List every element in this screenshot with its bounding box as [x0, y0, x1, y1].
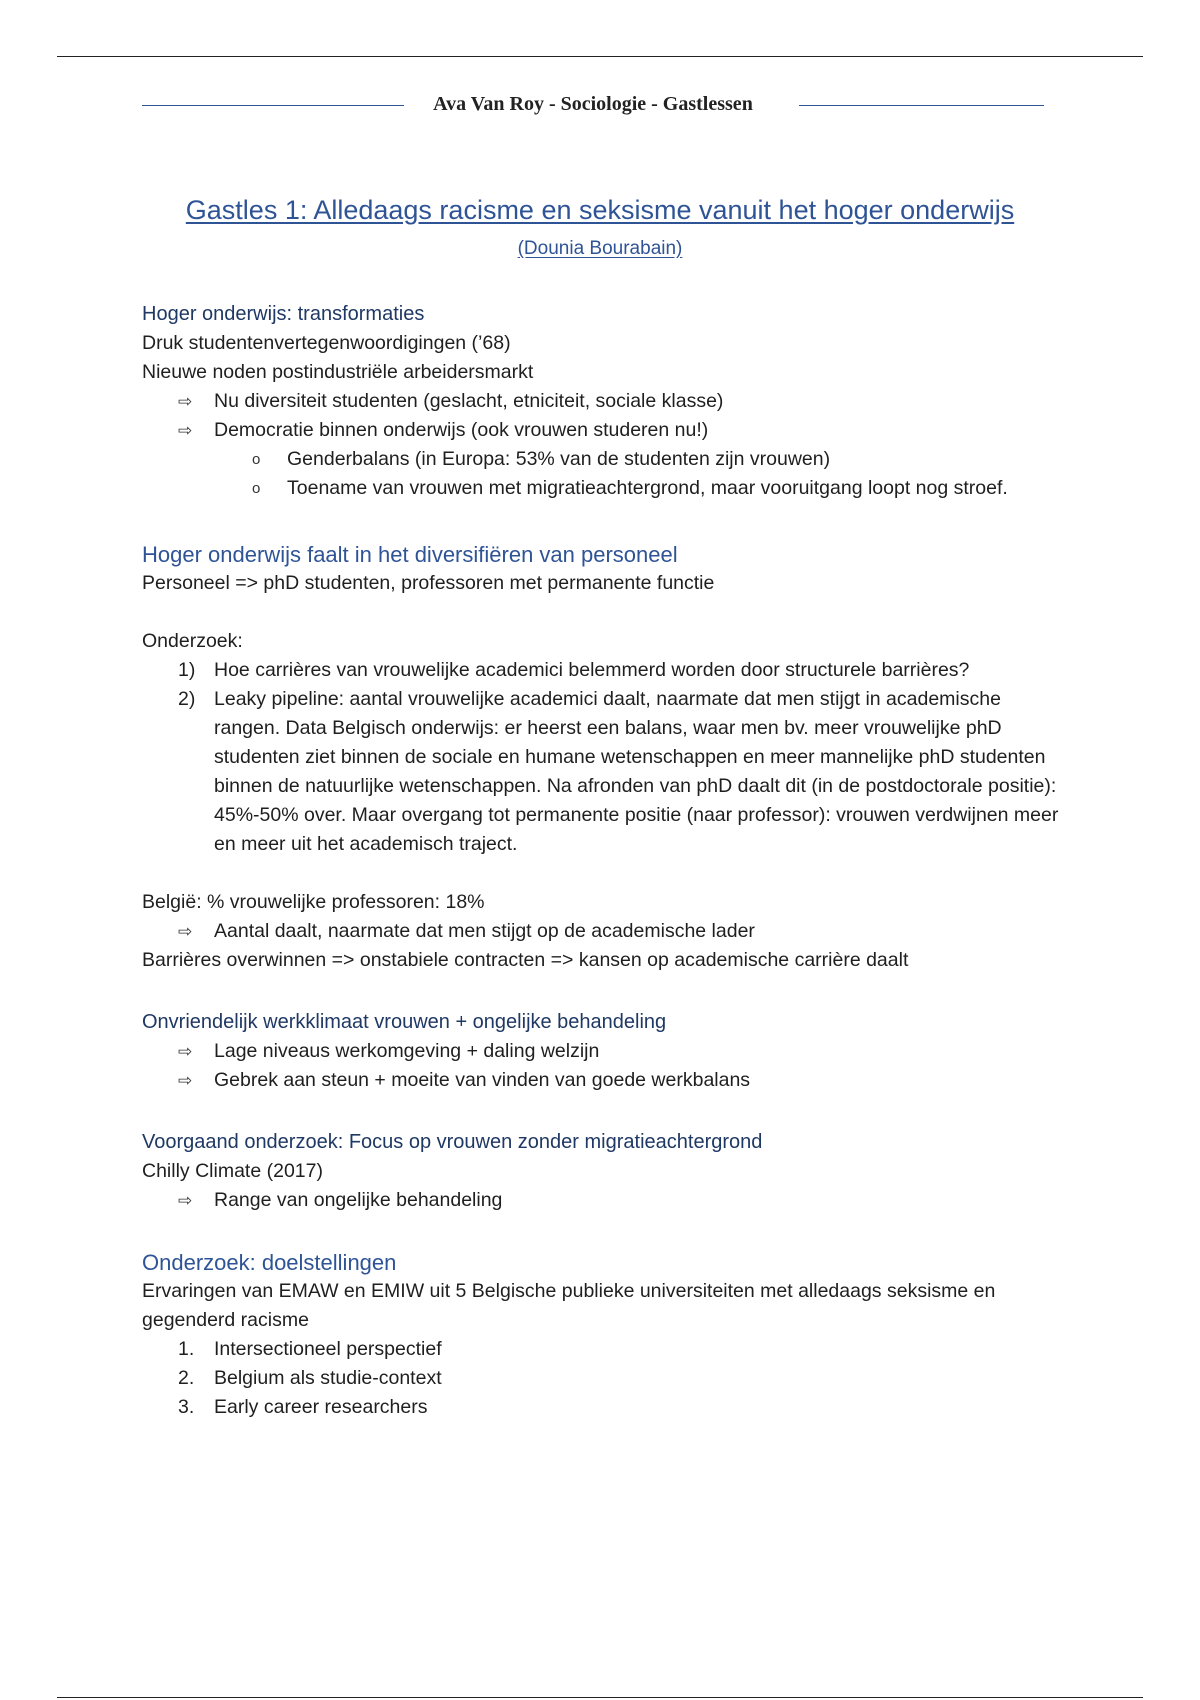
list-item-text: Leaky pipeline: aantal vrouwelijke academici daalt, naarmate dat men stijgt in academische rangen. Data Belgisch onderwijs: er heerst een balans, waar men bv. meer vrouwelijke phD studenten ziet binnen de sociale en humane wetenschappen en meer mannelijke phD studenten binnen de natuurlijke wetenschappen. Na afronden van phD daalt dit (in de postdoctorale positie): 45%-50% over. Maar overgang tot permanente positie (naar professor): vrouwen verdwijnen meer en meer uit het academisch traject.: [214, 688, 1059, 855]
bottom-rule: [57, 1697, 1143, 1698]
header-rule-right: [799, 105, 1044, 106]
paragraph: Barrières overwinnen => onstabiele contracten => kansen op academische carrière daalt: [142, 949, 909, 971]
list-number: 2.: [178, 1367, 195, 1389]
arrow-bullet-icon: ⇨: [178, 1071, 193, 1090]
arrow-bullet-icon: ⇨: [178, 1191, 193, 1210]
arrow-list-item: [142, 1037, 1067, 1066]
top-rule: [57, 56, 1143, 57]
list-item-text: Gebrek aan steun + moeite van vinden van goede werkbalans: [214, 1069, 751, 1091]
paragraph: Druk studentenvertegenwoordigingen (’68): [142, 332, 511, 354]
section-heading-voorgaand-onderzoek: Voorgaand onderzoek: Focus op vrouwen zonder migratieachtergrond: [142, 1131, 763, 1153]
section-heading-werkklimaat: Onvriendelijk werkklimaat vrouwen + ongelijke behandeling: [142, 1011, 667, 1033]
list-item-text: Range van ongelijke behandeling: [214, 1189, 503, 1211]
paragraph: Chilly Climate (2017): [142, 1160, 323, 1182]
list-number: 3.: [178, 1396, 195, 1418]
paragraph: Onderzoek:: [142, 630, 243, 652]
paragraph: Nieuwe noden postindustriële arbeidersmarkt: [142, 361, 534, 383]
paragraph: Personeel => phD studenten, professoren met permanente functie: [142, 572, 715, 594]
document-title: Gastles 1: Alledaags racisme en seksisme vanuit het hoger onderwijs: [185, 195, 1015, 225]
paragraph: België: % vrouwelijke professoren: 18%: [142, 891, 485, 913]
numbered-list-item: [142, 1393, 1067, 1422]
list-number: 1): [178, 659, 196, 681]
arrow-list-item: [142, 416, 1067, 445]
arrow-list-item: [142, 387, 1067, 416]
list-number: 1.: [178, 1338, 195, 1360]
list-number: 2): [178, 688, 196, 710]
list-item-text: Belgium als studie-context: [214, 1367, 442, 1389]
circle-bullet-icon: o: [252, 480, 261, 497]
list-item-text: Nu diversiteit studenten (geslacht, etniciteit, sociale klasse): [214, 390, 724, 412]
numbered-list-item: [142, 1364, 1067, 1393]
list-item-text: Lage niveaus werkomgeving + daling welzijn: [214, 1040, 600, 1062]
arrow-list-item: [142, 1186, 1067, 1215]
list-item-text: Toename van vrouwen met migratieachtergrond, maar vooruitgang loopt nog stroef.: [287, 477, 1008, 499]
running-header-text: Ava Van Roy - Sociologie - Gastlessen: [433, 93, 753, 115]
running-header: [142, 92, 1044, 120]
numbered-list-item: [142, 1335, 1067, 1364]
list-item-text: Early career researchers: [214, 1396, 428, 1418]
arrow-bullet-icon: ⇨: [178, 392, 193, 411]
numbered-list-item: [142, 656, 1067, 685]
list-item-text: Genderbalans (in Europa: 53% van de studenten zijn vrouwen): [287, 448, 831, 470]
arrow-list-item: [142, 917, 1067, 946]
sub-list-item: [142, 445, 1067, 474]
list-item-text: Intersectioneel perspectief: [214, 1338, 442, 1360]
list-item-text: Aantal daalt, naarmate dat men stijgt op de academische lader: [214, 920, 755, 942]
numbered-list-item: [142, 685, 1067, 859]
list-item-text: Hoe carrières van vrouwelijke academici belemmerd worden door structurele barrières?: [214, 659, 970, 681]
sub-list-item: [142, 474, 1067, 503]
document-body: [142, 300, 1067, 1422]
section-heading-transformaties: Hoger onderwijs: transformaties: [142, 303, 425, 325]
document-subtitle: (Dounia Bourabain): [517, 238, 683, 259]
section-heading-doelstellingen: Onderzoek: doelstellingen: [142, 1250, 397, 1275]
circle-bullet-icon: o: [252, 451, 261, 468]
paragraph: Ervaringen van EMAW en EMIW uit 5 Belgische publieke universiteiten met alledaags seksisme en gegenderd racisme: [142, 1280, 996, 1331]
arrow-list-item: [142, 1066, 1067, 1095]
list-item-text: Democratie binnen onderwijs (ook vrouwen studeren nu!): [214, 419, 709, 441]
arrow-bullet-icon: ⇨: [178, 922, 193, 941]
section-heading-personeel: Hoger onderwijs faalt in het diversifiëren van personeel: [142, 542, 678, 567]
arrow-bullet-icon: ⇨: [178, 1042, 193, 1061]
arrow-bullet-icon: ⇨: [178, 421, 193, 440]
